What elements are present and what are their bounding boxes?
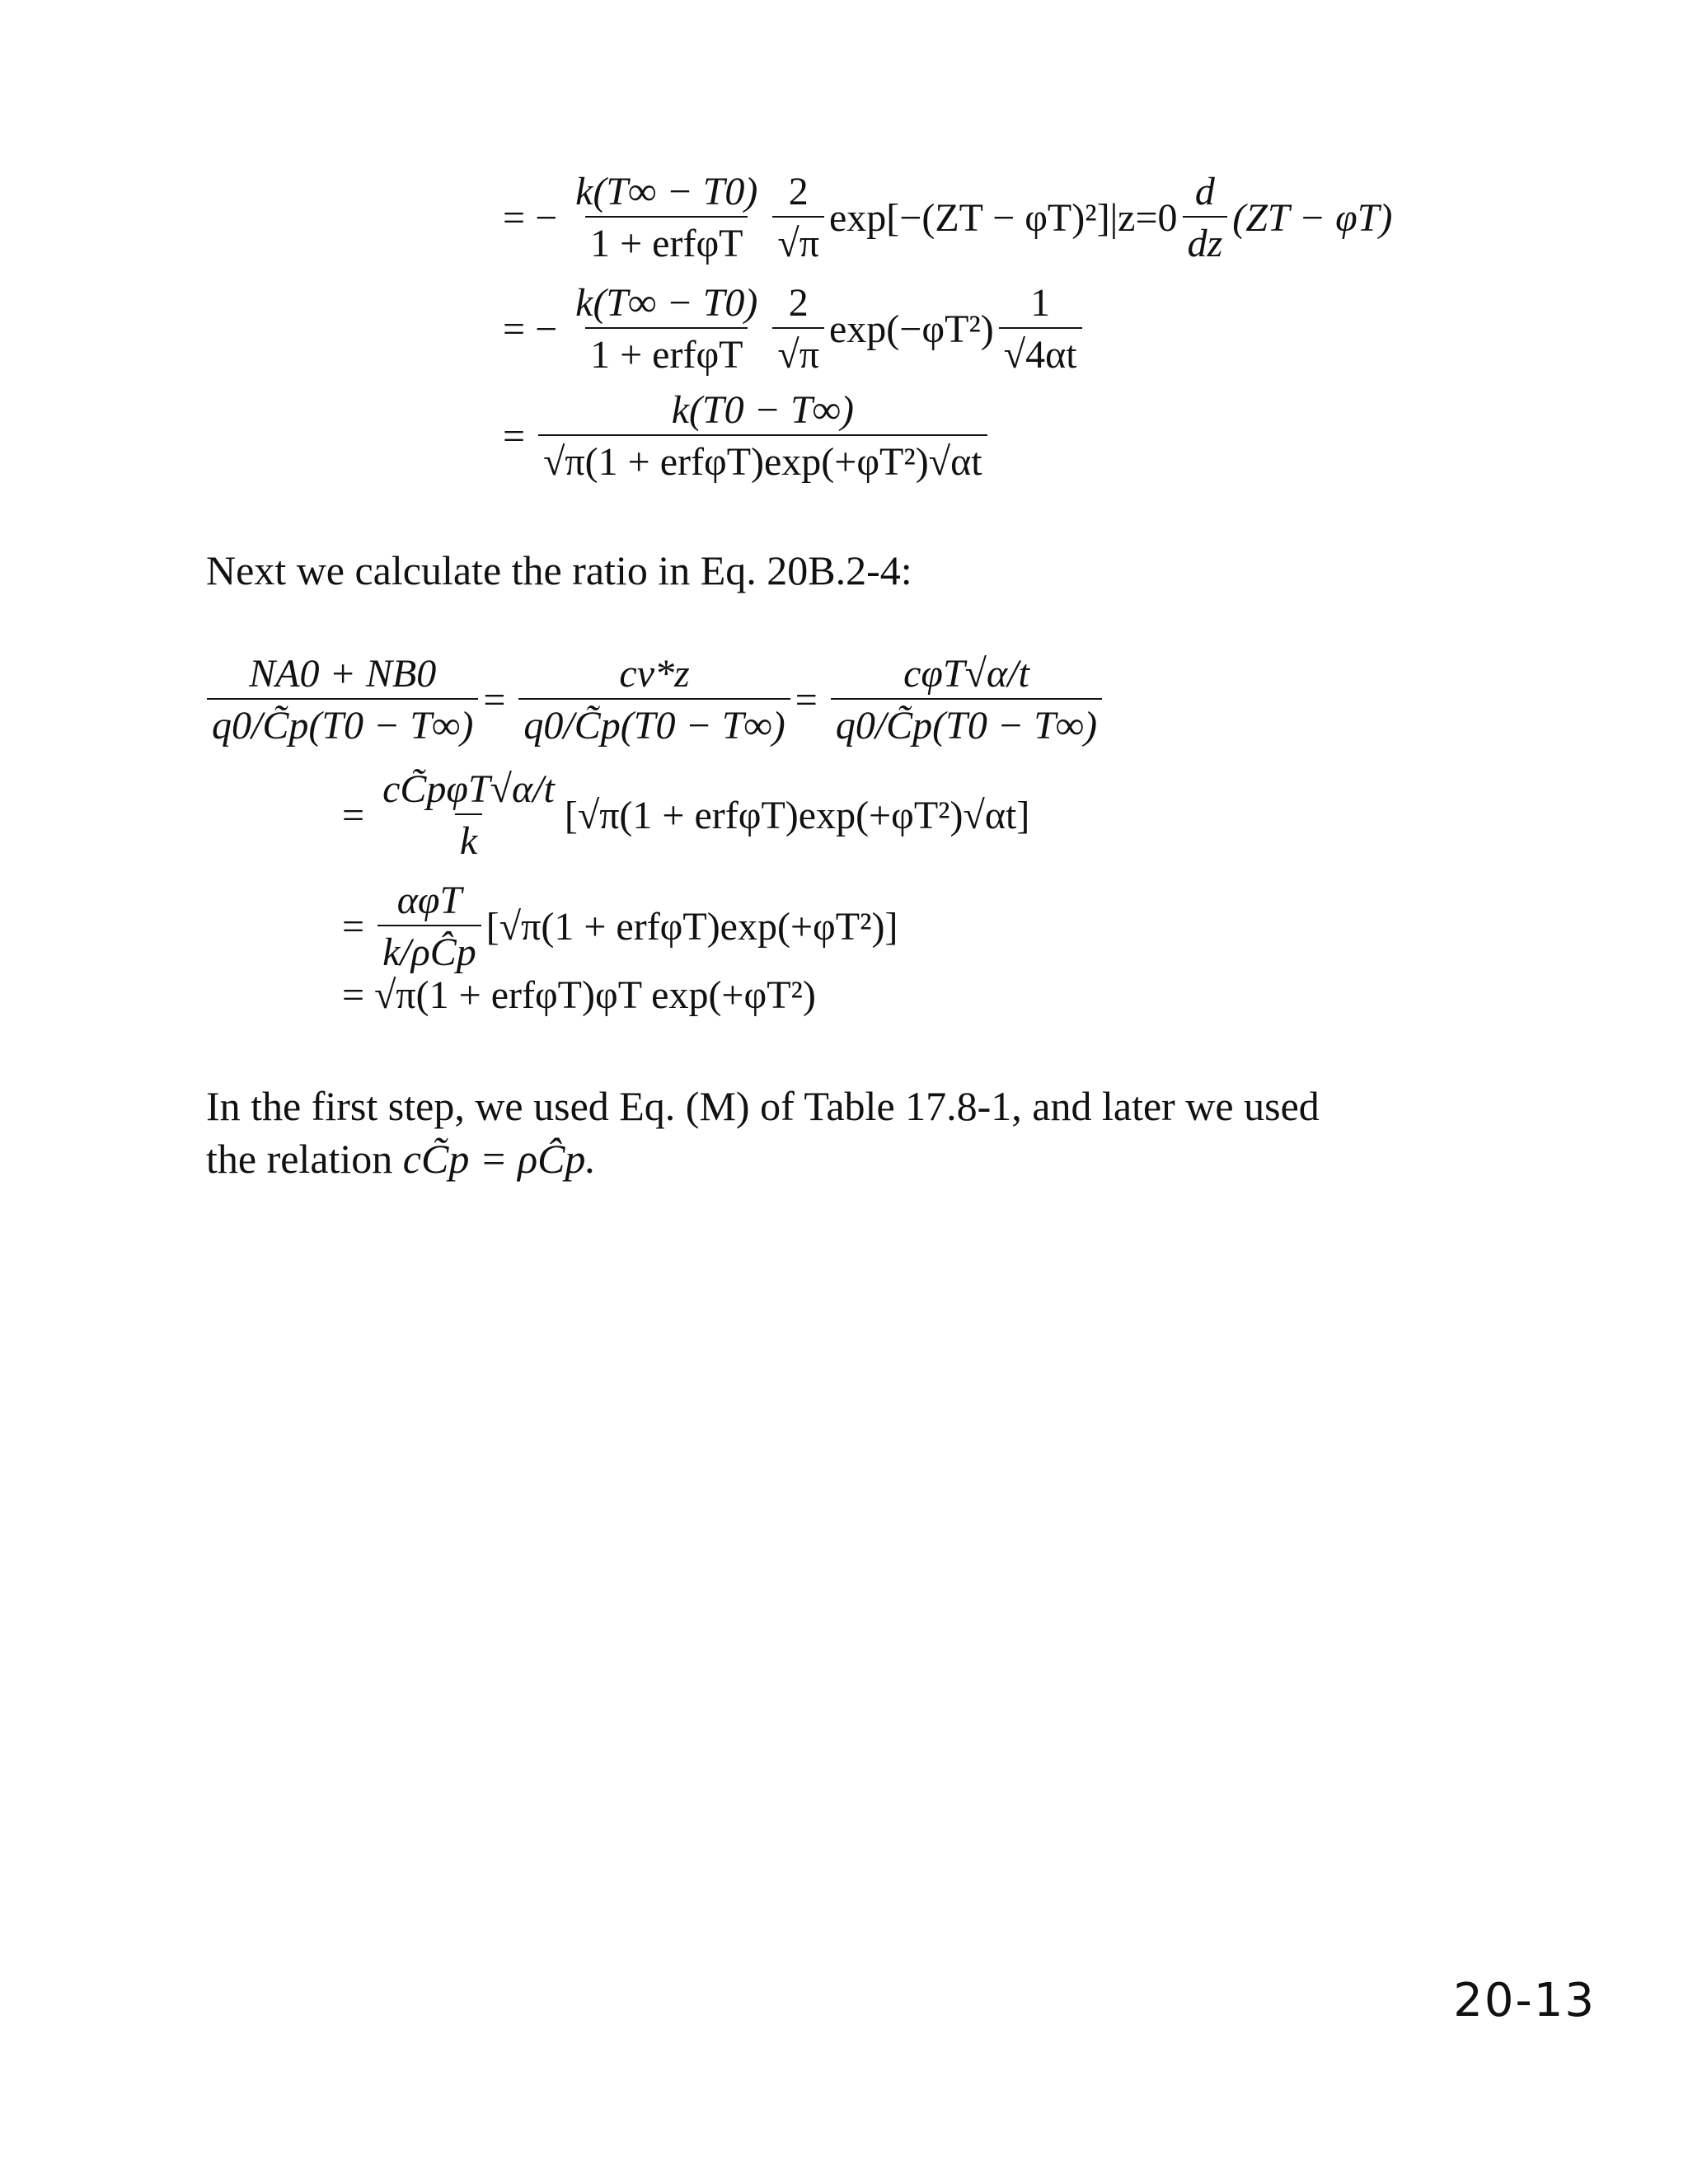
page-number: 20-13 [1453,1974,1596,2027]
paragraph-line-1: In the first step, we used Eq. (M) of Table 17.8-1, and later we used [206,1083,1320,1129]
fraction-k-over-erf: $\frac{k(T\infty - T0)}{\text{1 + erfφT}}$ [575,170,758,265]
fraction-k-over-erf: $\frac{k(T\infty - T0)}{\text{1 + erfφT}}$ [575,281,758,377]
ratio-line-3: = $\frac{\text{αφT}}{\text{k/ρĈp}}$ [√π(1 + erfφT)exp(+φT²)] [342,879,898,974]
paragraph-line-2: the relation cC̃p = ρĈp. [206,1136,596,1182]
z-minus-phi: (ZT − φT) [1232,195,1393,240]
paragraph-intro: Next we calculate the ratio in Eq. 20B.2-4: [206,547,912,593]
final-expression: = √π(1 + erfφT)φT exp(+φT²) [342,973,816,1017]
fraction-1-over-sqrt4at: $\frac{1}{√4\alpha t}$ [999,280,1082,377]
equals: = [503,414,526,458]
exp-term: exp(−φT²) [829,307,994,351]
fraction-2-over-sqrtpi: $\frac{2}{√\pi}$ [772,169,824,266]
fraction-phi-ratio: $\frac{\text{cφT√α/t}}{q0/C̃p(T0 - T\infty)}$ [831,651,1102,748]
fraction-2-over-sqrtpi: $\frac{2}{√\pi}$ [772,280,824,377]
fraction-cCp-over-k: $\frac{\text{cC̃pφT√α/t}}{k}$ [382,767,555,863]
relation-math: cC̃p = ρĈp. [402,1136,596,1182]
paragraph-explanation [206,1080,1320,1185]
fraction-flux-ratio: $\frac{NA0 + NB0}{q0/C̃p(T0 - T\infty)}$ [207,651,478,748]
equals-minus: = − [503,307,558,351]
equation-line-1 [503,169,1392,266]
fraction-alpha-phi: $\frac{\text{αφT}}{\text{k/ρĈp}}$ [377,878,481,975]
bracket-term: [√π(1 + erfφT)exp(+φT²)√αt] [564,793,1030,837]
ratio-line-1: $\frac{NA0 + NB0}{q0/C̃p(T0 - T\infty)}$ = $\frac{cv*z}{q0/C̃p(T0 - T\infty)}$ = $\frac{\text{cφT√α/t}}{q0/C̃p(T0 - T\infty)}$ [202,651,1107,748]
fraction-result: $\frac{k(T0 - T\infty)}{\text{√π(1 + erfφT)exp(+φT²)√αt}}$ [538,387,987,485]
equals-minus: = − [503,195,558,240]
ratio-line-4 [342,972,816,1018]
equation-line-3 [503,387,992,485]
equation-line-2 [503,280,1087,377]
derivative-d-dz: $\frac{d}{dz}$ [1183,169,1228,266]
bracket-term: [√π(1 + erfφT)exp(+φT²)] [485,904,898,949]
fraction-velocity-ratio: $\frac{cv*z}{q0/C̃p(T0 - T\infty)}$ [518,651,790,748]
exp-term: exp[−(ZT − φT)²]|z=0 [829,195,1178,240]
ratio-line-2: = $\frac{\text{cC̃pφT√α/t}}{k}$ [√π(1 + erfφT)exp(+φT²)√αt] [342,767,1030,863]
